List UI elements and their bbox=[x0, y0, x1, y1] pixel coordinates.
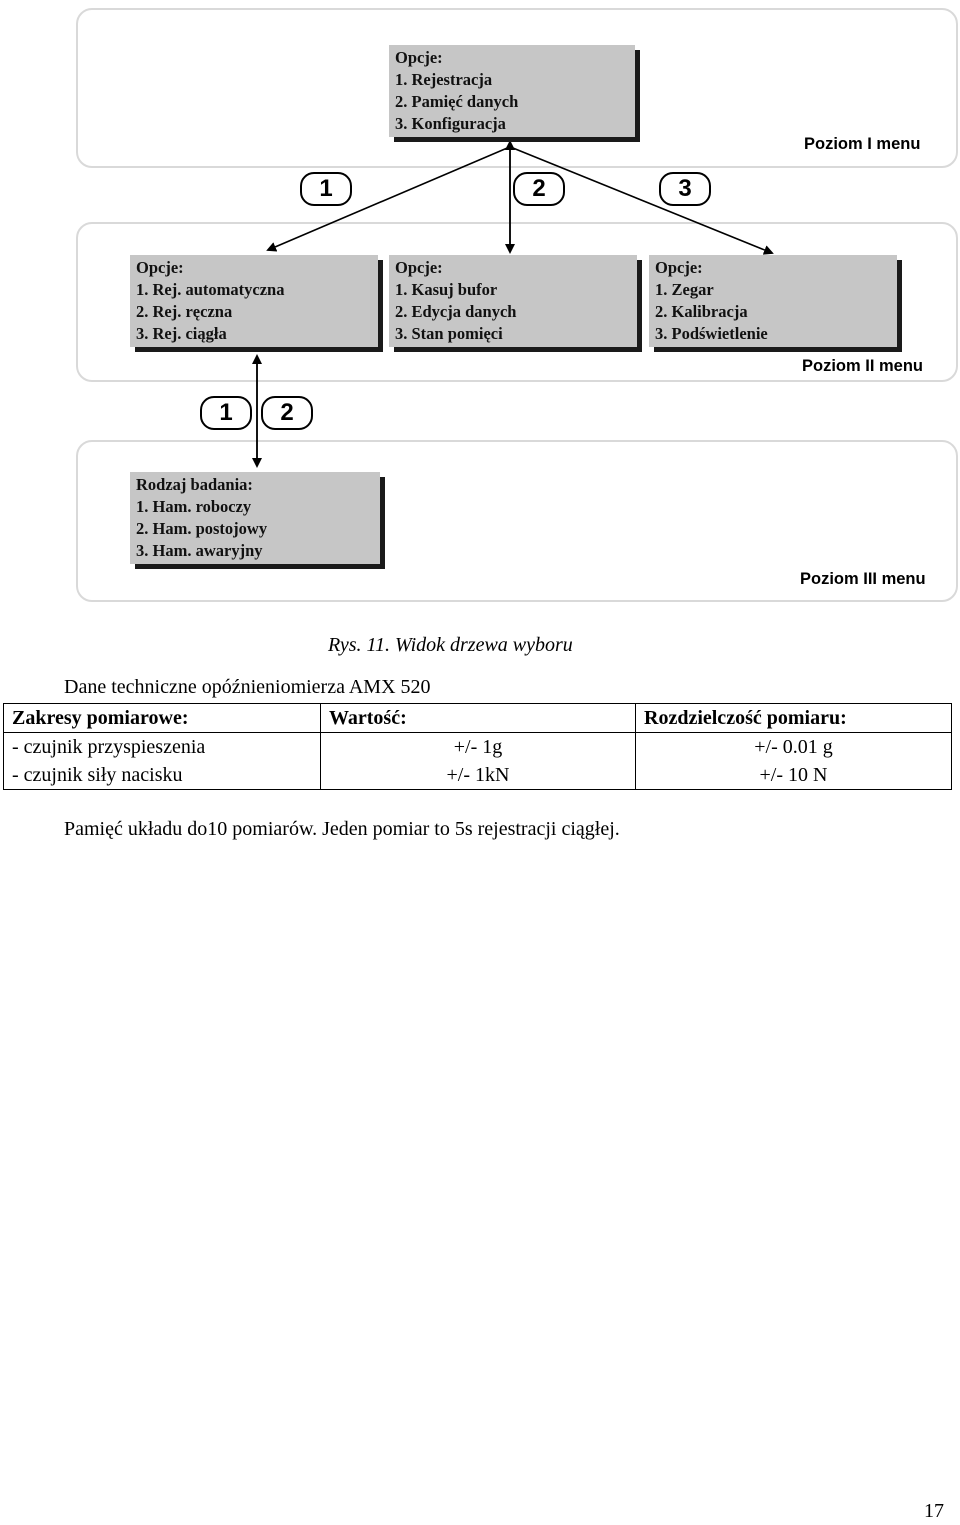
table-cell bbox=[321, 733, 636, 790]
connector-2: 2 bbox=[261, 396, 313, 430]
level-2-label: Poziom II menu bbox=[802, 357, 924, 375]
spec-table bbox=[3, 703, 952, 790]
connector-2: 2 bbox=[513, 172, 565, 206]
box-line: 3. Konfiguracja bbox=[395, 114, 506, 133]
box-line: 2. Rej. ręczna bbox=[136, 302, 233, 321]
table-header-row bbox=[4, 704, 952, 733]
box-line: 2. Edycja danych bbox=[395, 302, 517, 321]
table-row bbox=[4, 733, 952, 790]
box-line: 1. Ham. roboczy bbox=[136, 497, 252, 516]
page-number: 17 bbox=[924, 1500, 944, 1522]
header-cell: Rozdzielczość pomiaru: bbox=[636, 704, 952, 733]
header-cell: Wartość: bbox=[321, 704, 636, 733]
box-line: 2. Ham. postojowy bbox=[136, 519, 268, 538]
level-3-options-box bbox=[130, 472, 380, 564]
level-1-options-box bbox=[389, 45, 635, 137]
connector-3: 3 bbox=[659, 172, 711, 206]
level-1-label: Poziom I menu bbox=[804, 135, 921, 153]
box-line: 1. Zegar bbox=[655, 280, 714, 299]
level-2-options-box-3 bbox=[649, 255, 897, 347]
level-2-options-box-1 bbox=[130, 255, 378, 347]
cell-line: +/- 1g bbox=[453, 736, 503, 758]
cell-line: +/- 0.01 g bbox=[754, 736, 833, 758]
box-line: 3. Rej. ciągła bbox=[136, 324, 227, 343]
figure-caption: Rys. 11. Widok drzewa wyboru bbox=[328, 634, 573, 656]
header-cell: Zakresy pomiarowe: bbox=[4, 704, 321, 733]
box-line: Opcje: bbox=[395, 258, 443, 277]
box-line: 2. Kalibracja bbox=[655, 302, 748, 321]
box-line: Rodzaj badania: bbox=[136, 475, 253, 494]
cell-line: +/- 10 N bbox=[759, 764, 828, 786]
level-2-options-box-2 bbox=[389, 255, 637, 347]
table-cell bbox=[636, 733, 952, 790]
cell-line: - czujnik przyspieszenia bbox=[12, 736, 206, 758]
connector-1: 1 bbox=[300, 172, 352, 206]
section-subtitle: Dane techniczne opóźnieniomierza AMX 520 bbox=[64, 676, 431, 698]
connector-1: 1 bbox=[200, 396, 252, 430]
memory-note: Pamięć układu do10 pomiarów. Jeden pomiar to 5s rejestracji ciągłej. bbox=[64, 818, 620, 840]
box-line: Opcje: bbox=[136, 258, 184, 277]
box-line: Opcje: bbox=[395, 48, 443, 67]
box-line: 2. Pamięć danych bbox=[395, 92, 519, 111]
box-line: 3. Stan pomięci bbox=[395, 324, 503, 343]
box-line: 1. Rej. automatyczna bbox=[136, 280, 285, 299]
box-line: 1. Rejestracja bbox=[395, 70, 493, 89]
box-line: 3. Podświetlenie bbox=[655, 324, 768, 343]
cell-line: +/- 1kN bbox=[446, 764, 510, 786]
box-line: Opcje: bbox=[655, 258, 703, 277]
box-line: 1. Kasuj bufor bbox=[395, 280, 498, 299]
cell-line: - czujnik siły nacisku bbox=[12, 764, 183, 786]
table-cell bbox=[4, 733, 321, 790]
box-line: 3. Ham. awaryjny bbox=[136, 541, 263, 560]
level-3-label: Poziom III menu bbox=[800, 570, 926, 588]
